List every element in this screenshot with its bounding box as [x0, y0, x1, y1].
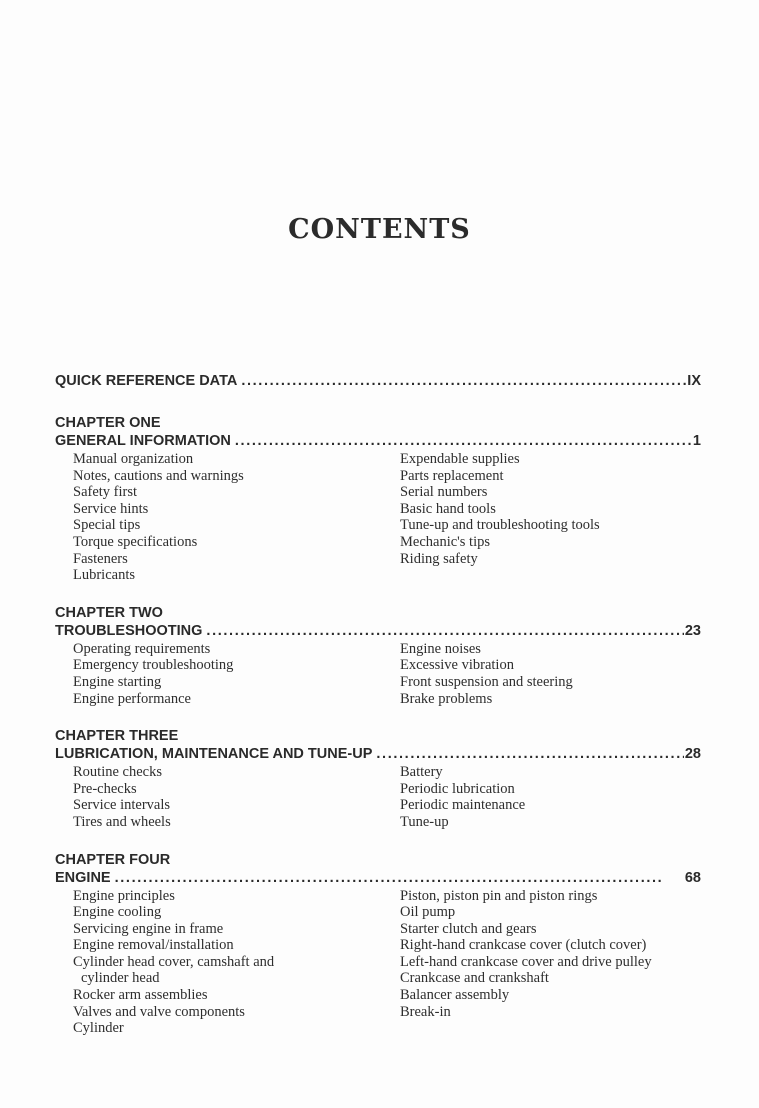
section-item: Front suspension and steering — [400, 673, 573, 690]
section-list — [55, 641, 701, 707]
section-item: Periodic maintenance — [400, 797, 526, 814]
entry-page-number: IX — [687, 373, 701, 389]
section-item: Balancer assembly — [400, 987, 510, 1004]
section-list — [55, 764, 701, 830]
section-item: Operating requirements — [73, 640, 211, 657]
section-column-right — [400, 451, 700, 584]
section-item: Engine principles — [73, 887, 175, 904]
section-item: Periodic lubrication — [400, 780, 515, 797]
toc-entry-lubrication-maintenance-tune-up[interactable] — [55, 745, 701, 763]
entry-title: GENERAL INFORMATION — [55, 433, 231, 449]
section-column-right — [400, 641, 700, 707]
section-column-left — [73, 764, 400, 830]
section-item: Notes, cautions and warnings — [73, 467, 244, 484]
section-item: Service hints — [73, 500, 149, 517]
toc-entry-general-information[interactable] — [55, 432, 701, 450]
entry-title: ENGINE — [55, 869, 111, 886]
dot-leader — [241, 372, 686, 390]
section-item: Engine cooling — [73, 904, 162, 921]
section-item: Cylinder — [73, 1020, 124, 1037]
section-item: Parts replacement — [400, 467, 504, 484]
chapter-three — [55, 727, 701, 830]
chapter-label: CHAPTER ONE — [55, 415, 161, 431]
section-column-right — [400, 888, 700, 1037]
section-item: Tires and wheels — [73, 813, 171, 830]
section-item: Right-hand crankcase cover (clutch cover) — [400, 937, 647, 954]
section-item: Fasteners — [73, 550, 128, 567]
section-item: Engine noises — [400, 640, 481, 657]
dot-leader — [235, 432, 692, 450]
entry-title: TROUBLESHOOTING — [55, 622, 203, 639]
section-item: Manual organization — [73, 451, 194, 467]
section-item-continuation: cylinder head — [81, 970, 160, 987]
chapter-four — [55, 851, 701, 1037]
entry-page-number: 1 — [692, 433, 701, 449]
section-column-left — [73, 451, 400, 584]
section-list — [55, 888, 701, 1037]
dot-leader — [206, 622, 683, 640]
section-item: Riding safety — [400, 550, 478, 567]
toc-entry-engine[interactable] — [55, 869, 701, 887]
section-item: Tune-up and troubleshooting tools — [400, 517, 600, 534]
section-item: Mechanic's tips — [400, 533, 490, 550]
section-item: Special tips — [73, 517, 141, 534]
section-item: Basic hand tools — [400, 500, 496, 517]
section-item: Expendable supplies — [400, 451, 520, 467]
section-item: Engine performance — [73, 690, 191, 707]
section-column-left — [73, 888, 400, 1037]
section-item: Piston, piston pin and piston rings — [400, 887, 598, 904]
section-item: Serial numbers — [400, 484, 488, 501]
section-item: Service intervals — [73, 797, 171, 814]
chapter-two — [55, 604, 701, 707]
section-item: Servicing engine in frame — [73, 920, 224, 937]
section-item: Break-in — [400, 1003, 451, 1020]
section-item: Torque specifications — [73, 533, 198, 550]
section-item: Battery — [400, 764, 443, 781]
section-column-right — [400, 764, 700, 830]
entry-title: QUICK REFERENCE DATA — [55, 373, 238, 389]
section-item: Routine checks — [73, 764, 162, 781]
section-item: Engine removal/installation — [73, 937, 234, 954]
section-item: Excessive vibration — [400, 657, 514, 674]
table-of-contents — [55, 372, 701, 1037]
section-item: Lubricants — [73, 567, 136, 584]
section-item: Safety first — [73, 484, 138, 501]
entry-page-number: 68 — [684, 869, 701, 886]
section-item: Cylinder head cover, camshaft and — [73, 953, 275, 970]
section-item: Crankcase and crankshaft — [400, 970, 549, 987]
section-list — [55, 451, 701, 584]
section-item: Emergency troubleshooting — [73, 657, 234, 674]
section-item: Brake problems — [400, 690, 493, 707]
page-title: CONTENTS — [288, 214, 471, 246]
section-item: Valves and valve components — [73, 1003, 245, 1020]
chapter-label: CHAPTER THREE — [55, 728, 179, 745]
section-column-left — [73, 641, 400, 707]
dot-leader — [376, 745, 683, 763]
section-item: Left-hand crankcase cover and drive pulley — [400, 953, 652, 970]
section-item: Starter clutch and gears — [400, 920, 537, 937]
chapter-one — [55, 414, 701, 584]
section-item: Oil pump — [400, 904, 456, 921]
toc-entry-troubleshooting[interactable] — [55, 622, 701, 640]
chapter-label: CHAPTER FOUR — [55, 851, 171, 868]
entry-title: LUBRICATION, MAINTENANCE AND TUNE-UP — [55, 746, 373, 763]
chapter-label: CHAPTER TWO — [55, 604, 163, 621]
toc-entry-quick-reference[interactable] — [55, 372, 701, 390]
section-item: Engine starting — [73, 673, 162, 690]
section-item: Rocker arm assemblies — [73, 987, 208, 1004]
entry-page-number: 23 — [684, 622, 701, 639]
section-item: Tune-up — [400, 813, 449, 830]
entry-page-number: 28 — [684, 746, 701, 763]
dot-leader — [115, 869, 684, 887]
section-item: Pre-checks — [73, 780, 137, 797]
